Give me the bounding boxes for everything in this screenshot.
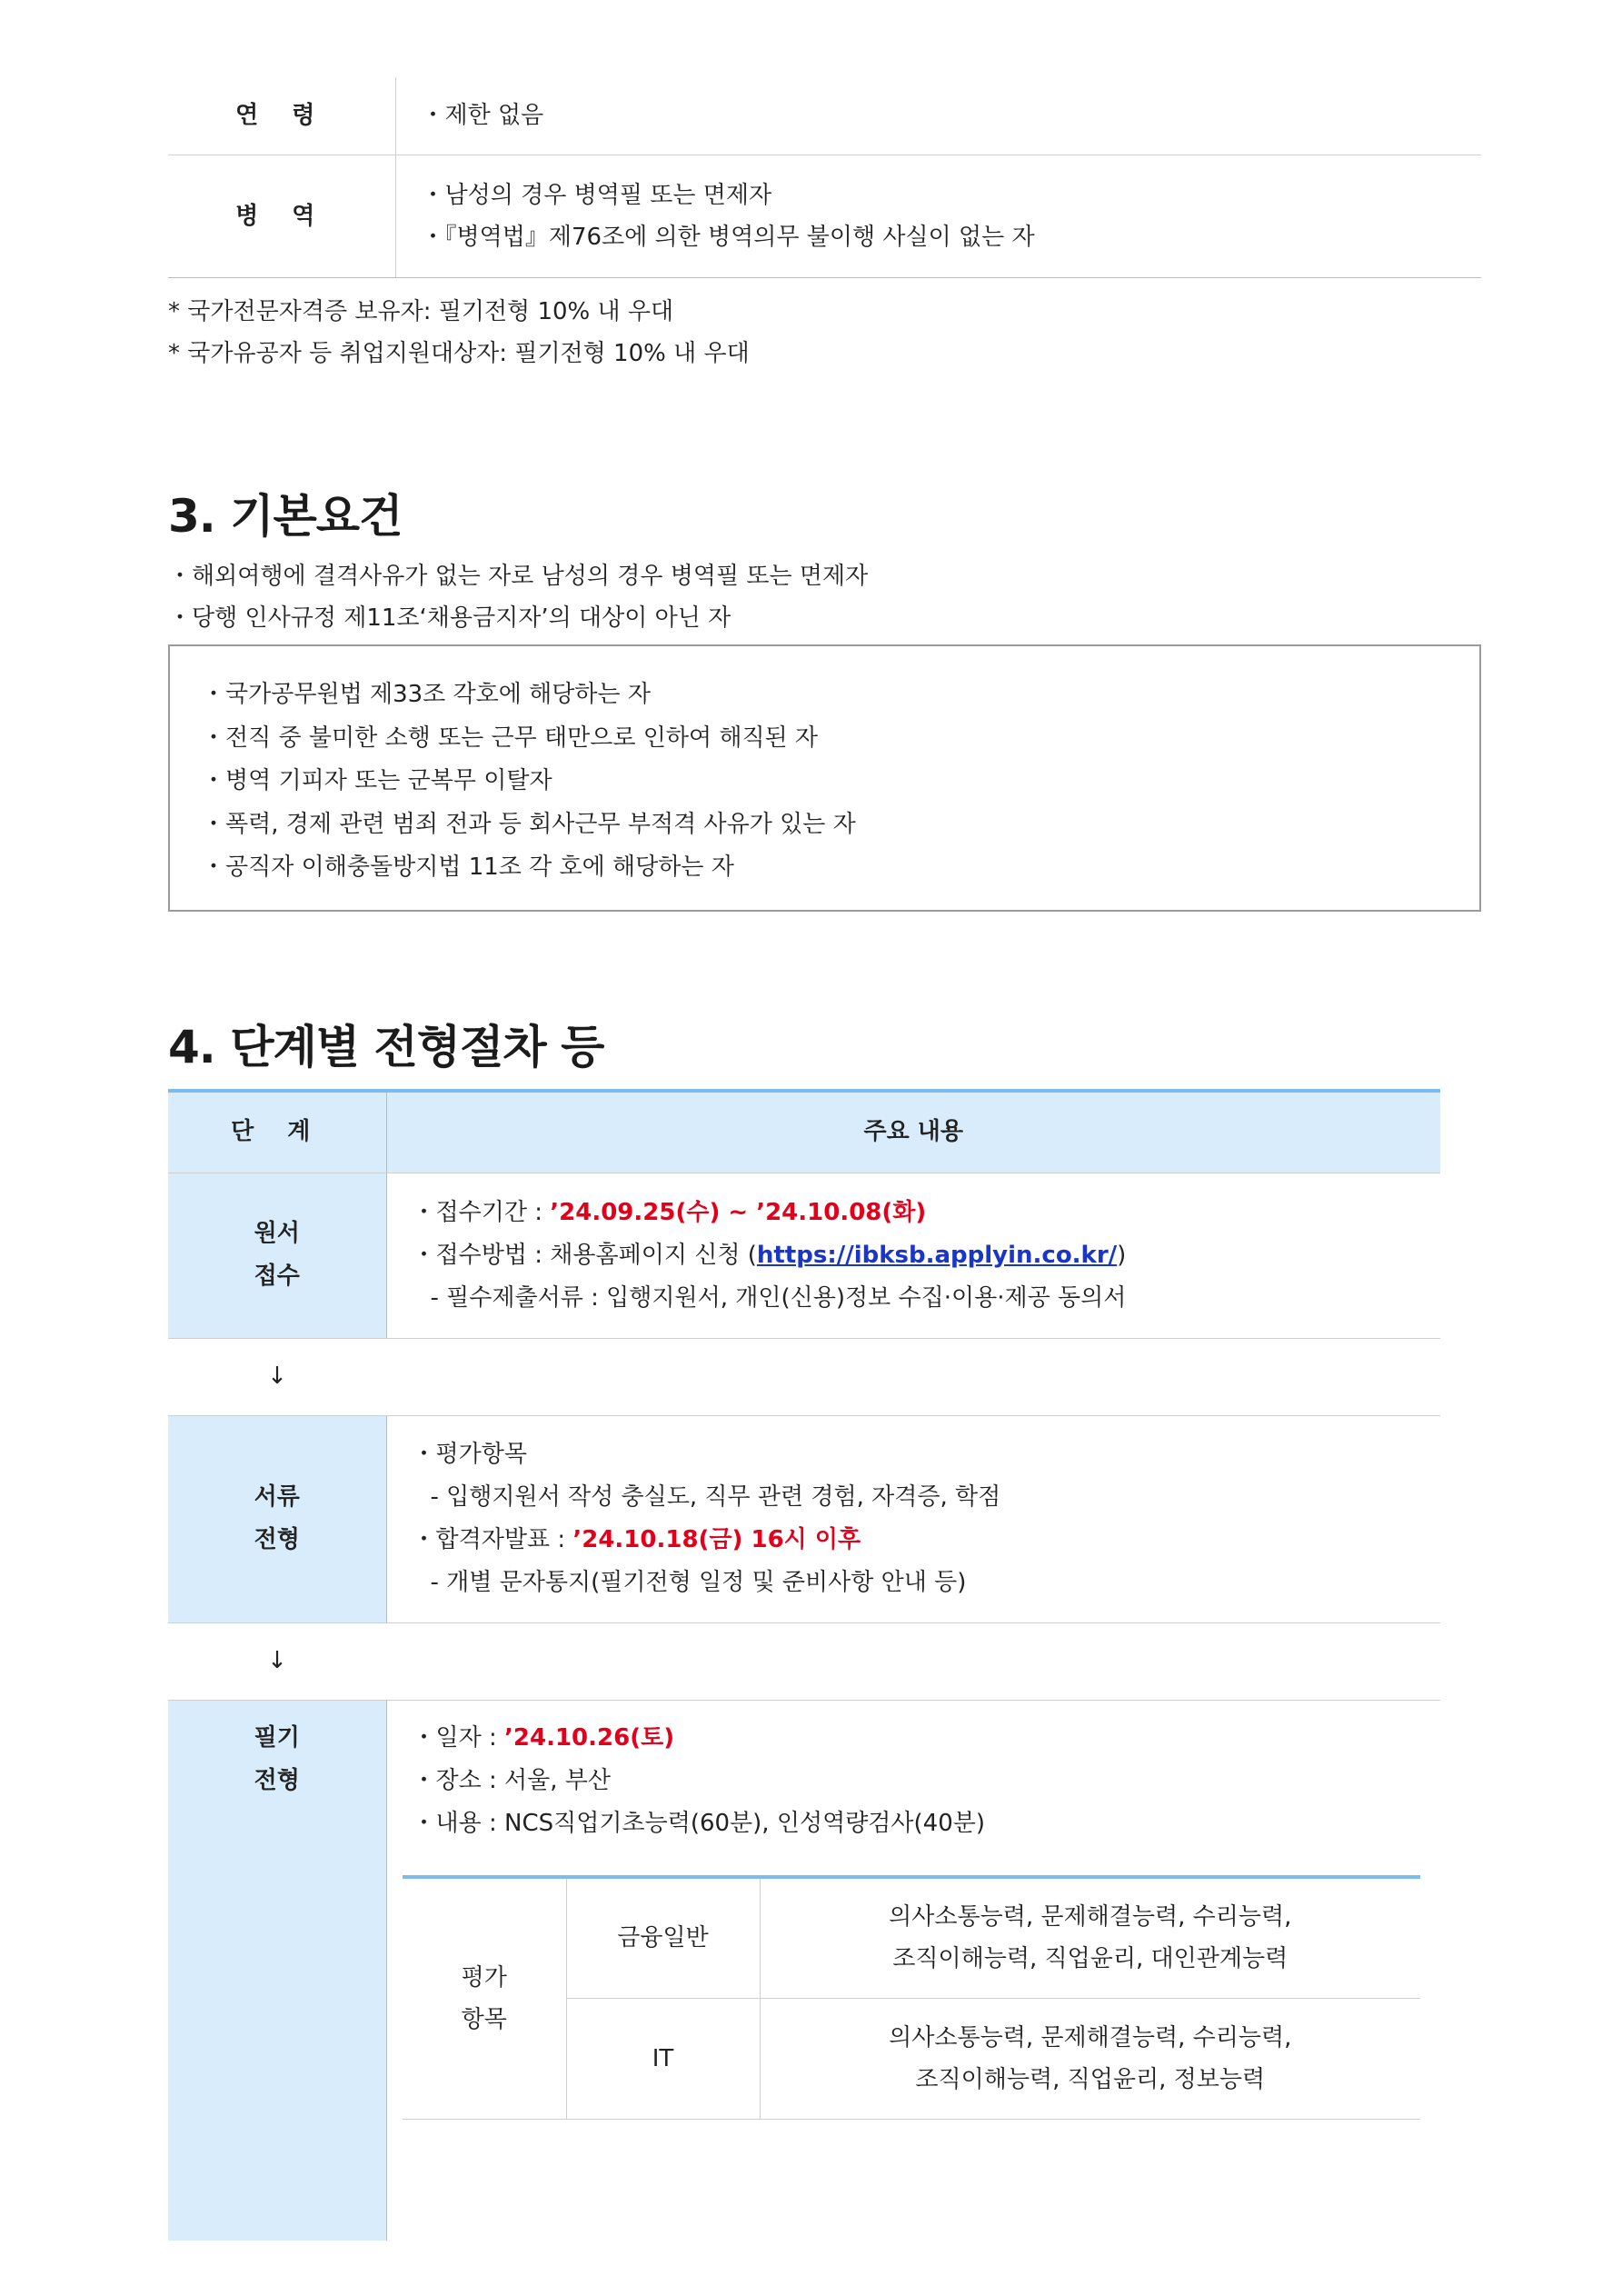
eval-category: IT [566, 1998, 760, 2119]
disqualification-item: ・전직 중 불미한 소행 또는 근무 태만으로 인하여 해직된 자 [202, 724, 819, 752]
process-header-row [168, 1091, 1440, 1173]
age-row [168, 77, 1481, 155]
test-content: ・내용 : NCS직업기초능력(60분), 인성역량검사(40분) [412, 1809, 986, 1837]
required-docs: - 필수제출서류 : 입행지원서, 개인(신용)정보 수집·이용·제공 동의서 [430, 1283, 1127, 1312]
disqualification-item: ・공직자 이해충돌방지법 11조 각 호에 해당하는 자 [202, 854, 734, 881]
preference-note: * 국가전문자격증 보유자: 필기전형 10% 내 우대 [168, 298, 674, 325]
arrow-row [168, 1338, 1440, 1415]
header-stage: 단 계 [168, 1091, 386, 1173]
disqualification-item: ・병역 기피자 또는 군복무 이탈자 [202, 767, 552, 794]
military-values [395, 155, 1481, 277]
requirement-bullet: ・해외여행에 결격사유가 없는 자로 남성의 경우 병역필 또는 면제자 [168, 563, 869, 590]
application-period [413, 1192, 1441, 1234]
test-place: ・장소 : 서울, 부산 [412, 1766, 612, 1794]
announce-label: ・합격자발표 : [412, 1526, 573, 1553]
method-close: ) [1117, 1241, 1127, 1269]
stage-label-line: 접수 [254, 1263, 300, 1290]
eval-competencies [760, 1998, 1420, 2119]
down-arrow-icon: ↓ [168, 1622, 386, 1700]
eval-category: 금융일반 [566, 1877, 760, 1998]
disqualification-item: ・국가공무원법 제33조 각호에 해당하는 자 [202, 681, 651, 708]
competency-line: 의사소통능력, 문제해결능력, 수리능력, [889, 2023, 1292, 2051]
disqualification-item: ・폭력, 경제 관련 범죄 전과 등 회사근무 부적격 사유가 있는 자 [202, 810, 856, 838]
period-label: ・접수기간 : [412, 1198, 551, 1226]
test-date [413, 1717, 1441, 1760]
announce-detail: - 개별 문자통지(필기전형 일정 및 준비사항 안내 등) [430, 1569, 967, 1596]
section-title: 3. 기본요건 [168, 490, 403, 543]
eval-items-label [403, 1877, 566, 2119]
step-content [386, 1415, 1440, 1622]
step-application [168, 1173, 1440, 1338]
announcement [413, 1519, 1441, 1562]
evaluation-table [403, 1875, 1420, 2120]
competency-line: 의사소통능력, 문제해결능력, 수리능력, [889, 1903, 1292, 1932]
evaluation-row [403, 1877, 1420, 1998]
stage-label-line: 서류 [254, 1483, 300, 1511]
military-value: ・남성의 경우 병역필 또는 면제자 [421, 181, 772, 209]
eligibility-table [168, 77, 1481, 278]
stage-label-line: 필기 [254, 1723, 300, 1752]
military-label: 병 역 [168, 155, 395, 277]
requirement-bullet: ・당행 인사규정 제11조‘채용금지자’의 대상이 아닌 자 [168, 604, 731, 632]
method-label: ・접수방법 : 채용홈페이지 신청 ( [412, 1241, 757, 1269]
eval-competencies [760, 1877, 1420, 1998]
application-method [413, 1234, 1441, 1277]
preference-note: * 국가유공자 등 취업지원대상자: 필기전형 10% 내 우대 [168, 340, 750, 367]
arrow-row [168, 1622, 1440, 1700]
military-value: ・『병역법』제76조에 의한 병역의무 불이행 사실이 없는 자 [421, 223, 1035, 251]
apply-link[interactable]: https://ibksb.applyin.co.kr/ [756, 1241, 1118, 1269]
age-label: 연 령 [168, 77, 395, 155]
stage-label [168, 1415, 386, 1622]
eval-detail: - 입행지원서 작성 충실도, 직무 관련 경험, 자격증, 학점 [430, 1483, 1001, 1511]
header-content: 주요 내용 [386, 1091, 1440, 1173]
period-value: ’24.09.25(수) ~ ’24.10.08(화) [550, 1198, 927, 1226]
disqualification-box [168, 644, 1481, 912]
stage-label-line: 원서 [254, 1220, 300, 1247]
military-row [168, 155, 1481, 277]
step-document-screening [168, 1415, 1440, 1622]
stage-label [168, 1700, 386, 2241]
announce-value: ’24.10.18(금) 16시 이후 [572, 1526, 861, 1553]
date-label: ・일자 : [412, 1723, 505, 1752]
stage-label-line: 전형 [254, 1526, 300, 1553]
age-value: ・제한 없음 [395, 77, 1481, 155]
competency-line: 조직이해능력, 직업윤리, 정보능력 [915, 2065, 1266, 2093]
section-title: 4. 단계별 전형절차 등 [168, 1021, 604, 1073]
step-content [386, 1173, 1440, 1338]
competency-line: 조직이해능력, 직업윤리, 대인관계능력 [892, 1945, 1289, 1973]
eval-items-label-line: 항목 [461, 2005, 507, 2033]
stage-label [168, 1173, 386, 1338]
eval-items-label-line: 평가 [461, 1963, 507, 1992]
eval-label: ・평가항목 [412, 1441, 527, 1468]
stage-label-line: 전형 [254, 1766, 300, 1794]
down-arrow-icon: ↓ [168, 1338, 386, 1415]
date-value: ’24.10.26(토) [504, 1723, 675, 1752]
